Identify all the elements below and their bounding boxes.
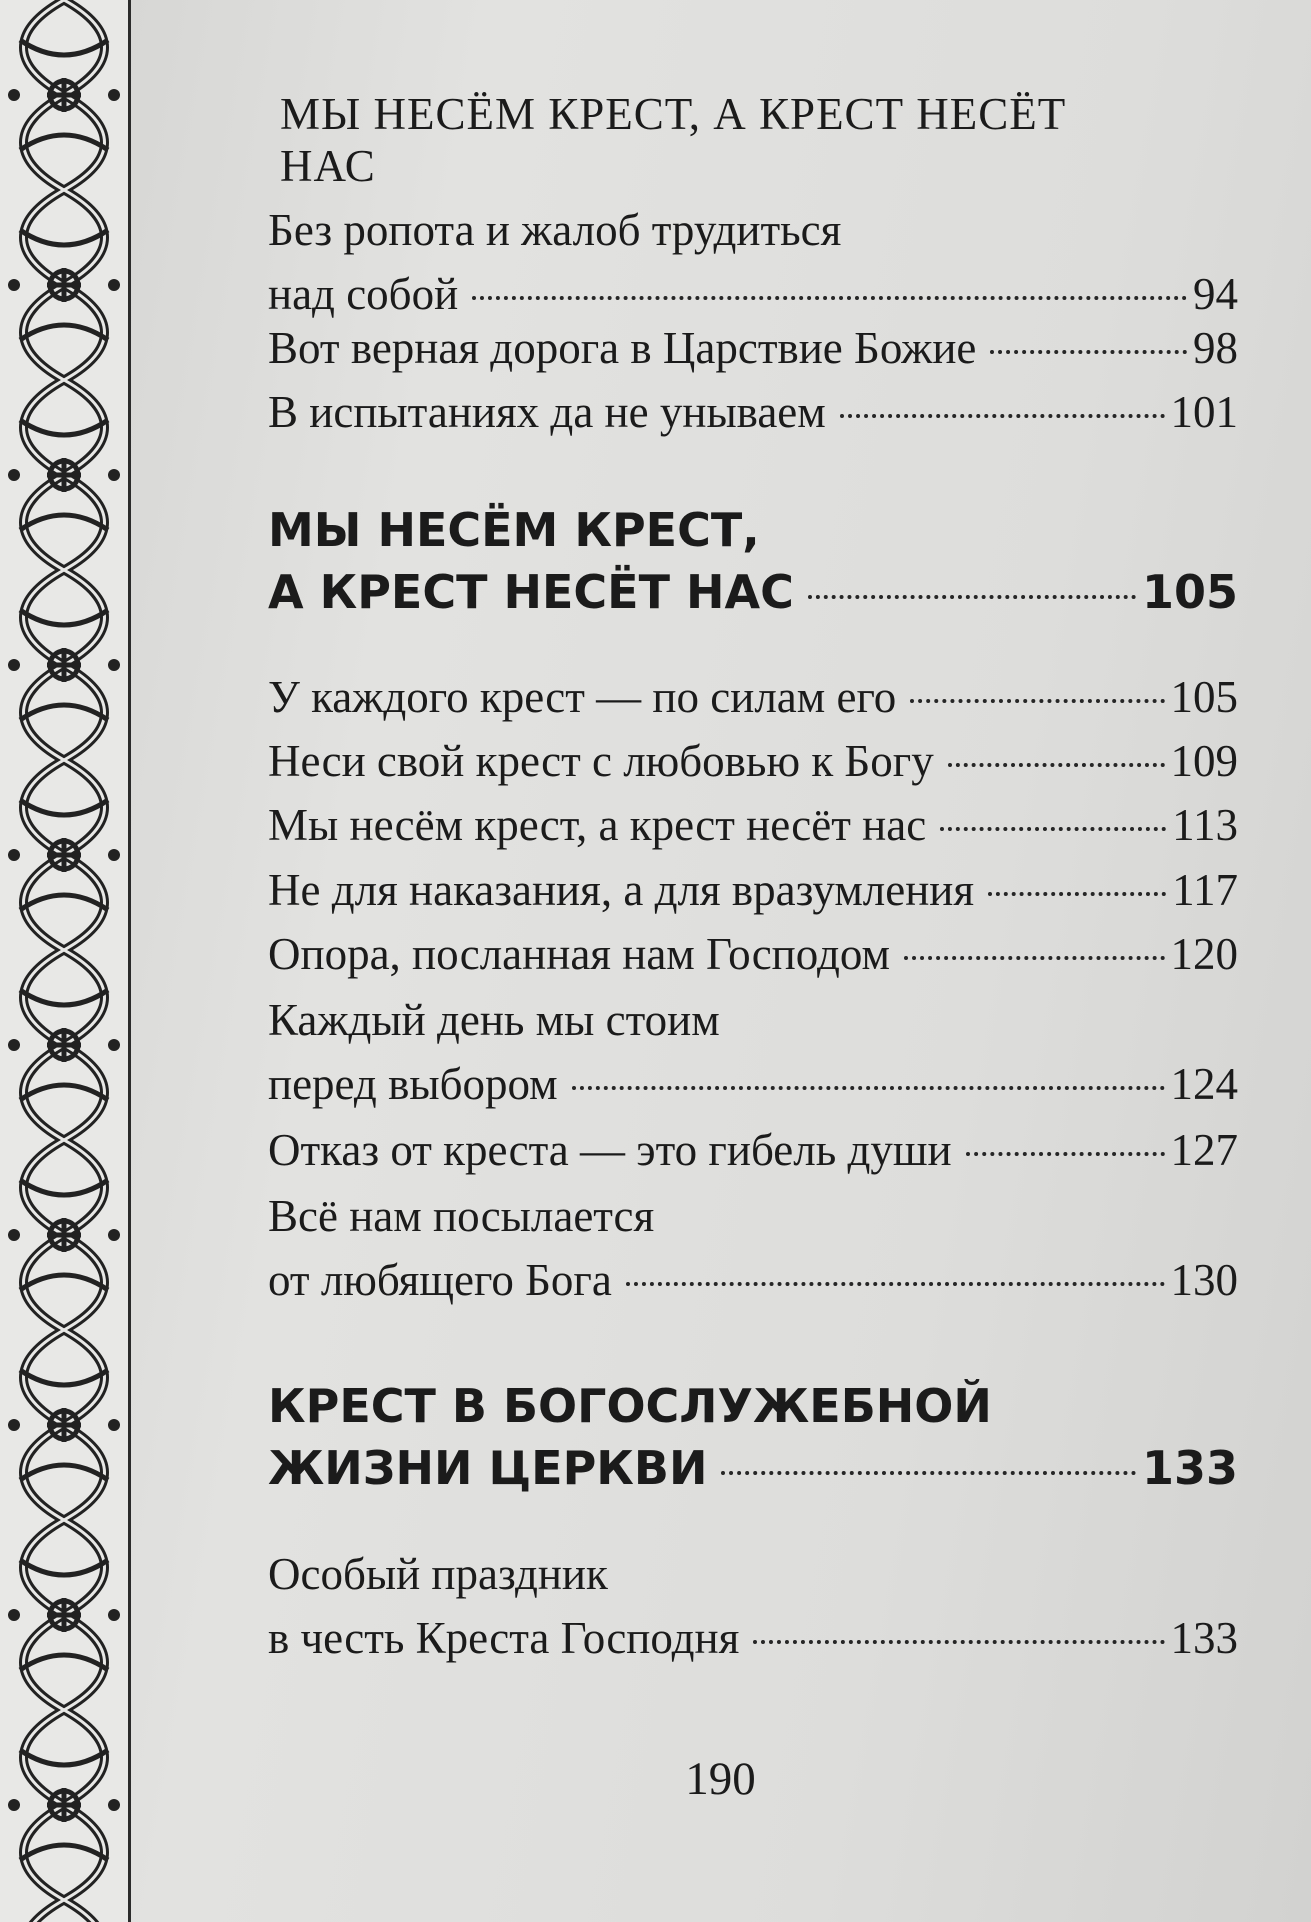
toc-entry-title: Всё нам посылается	[268, 1191, 655, 1241]
knotwork-pattern-icon	[0, 0, 128, 1922]
toc-entry-title: над собой	[268, 269, 459, 319]
leader-dots	[988, 892, 1166, 896]
toc-page-number: 130	[1170, 1255, 1238, 1305]
toc-entry	[268, 200, 1238, 328]
toc-entry-title: Опора, посланная нам Господом	[268, 929, 890, 979]
toc-entry-title: в честь Креста Господня	[268, 1613, 740, 1663]
toc-entry-title: Особый праздник	[268, 1549, 608, 1599]
toc-page-number: 94	[1193, 269, 1238, 319]
toc-page-number: 127	[1170, 1125, 1238, 1175]
leader-dots	[753, 1640, 1164, 1644]
toc-page-number: 98	[1193, 323, 1238, 373]
toc-section-title: МЫ НЕСЁМ КРЕСТ,	[268, 503, 760, 557]
leader-dots	[910, 699, 1164, 703]
border-rule	[128, 0, 131, 1922]
leader-dots	[990, 350, 1187, 354]
toc-entry-title: У каждого крест — по силам его	[268, 672, 897, 722]
toc-page-number: 124	[1170, 1059, 1238, 1109]
toc-section-heading	[268, 1376, 1238, 1500]
toc-page-number: 120	[1170, 929, 1238, 979]
toc-page-number: 101	[1170, 387, 1238, 437]
leader-dots	[840, 414, 1165, 418]
toc-section-title: ЖИЗНИ ЦЕРКВИ	[268, 1441, 708, 1495]
toc-page-number: 113	[1172, 800, 1238, 850]
toc-entry	[268, 318, 1238, 382]
toc-page-number: 105	[1170, 672, 1238, 722]
leader-dots	[808, 595, 1136, 599]
toc-entry	[268, 860, 1238, 924]
ornamental-border	[0, 0, 128, 1922]
toc-entry-title: Отказ от креста — это гибель души	[268, 1125, 952, 1175]
toc-entry	[268, 1120, 1238, 1184]
leader-dots	[572, 1086, 1165, 1090]
toc-entry	[268, 667, 1238, 731]
leader-dots	[626, 1282, 1165, 1286]
toc-entry	[268, 1186, 1238, 1314]
toc-page-number: 133	[1141, 1441, 1238, 1495]
toc-entry-title: Мы несём крест, а крест несёт нас	[268, 800, 927, 850]
toc-entry	[268, 795, 1238, 859]
toc-entry	[268, 382, 1238, 446]
toc-entry-title: Без ропота и жалоб трудиться	[268, 205, 842, 255]
toc-page-number: 109	[1170, 736, 1238, 786]
toc-entry-title: от любящего Бога	[268, 1255, 612, 1305]
toc-page-number: 133	[1170, 1613, 1238, 1663]
toc-entry-title: Каждый день мы стоим	[268, 995, 720, 1045]
toc-section-title: А КРЕСТ НЕСЁТ НАС	[268, 565, 794, 619]
toc-page-number: 117	[1172, 865, 1238, 915]
leader-dots	[940, 827, 1166, 831]
toc-entry-title: перед выбором	[268, 1059, 558, 1109]
toc-entry	[268, 1544, 1238, 1672]
leader-dots	[721, 1471, 1135, 1475]
toc-section-title: КРЕСТ В БОГОСЛУЖЕБНОЙ	[268, 1379, 992, 1433]
toc-page-number: 105	[1141, 565, 1238, 619]
leader-dots	[966, 1152, 1165, 1156]
leader-dots	[904, 956, 1165, 960]
toc-entry	[268, 990, 1238, 1118]
toc-entry	[268, 924, 1238, 988]
toc-entry-title: Неси свой крест с любовью к Богу	[268, 736, 934, 786]
toc-entry-title: Вот верная дорога в Царствие Божие	[268, 323, 977, 373]
leader-dots	[472, 296, 1187, 300]
running-head: МЫ НЕСЁМ КРЕСТ, А КРЕСТ НЕСЁТ НАС	[280, 89, 1067, 191]
toc-section-heading	[268, 500, 1238, 624]
toc-entry-title: Не для наказания, а для вразумления	[268, 865, 975, 915]
leader-dots	[948, 763, 1165, 767]
toc-entry	[268, 731, 1238, 795]
toc-entry-title: В испытаниях да не унываем	[268, 387, 826, 437]
page-number: 190	[685, 1753, 756, 1805]
